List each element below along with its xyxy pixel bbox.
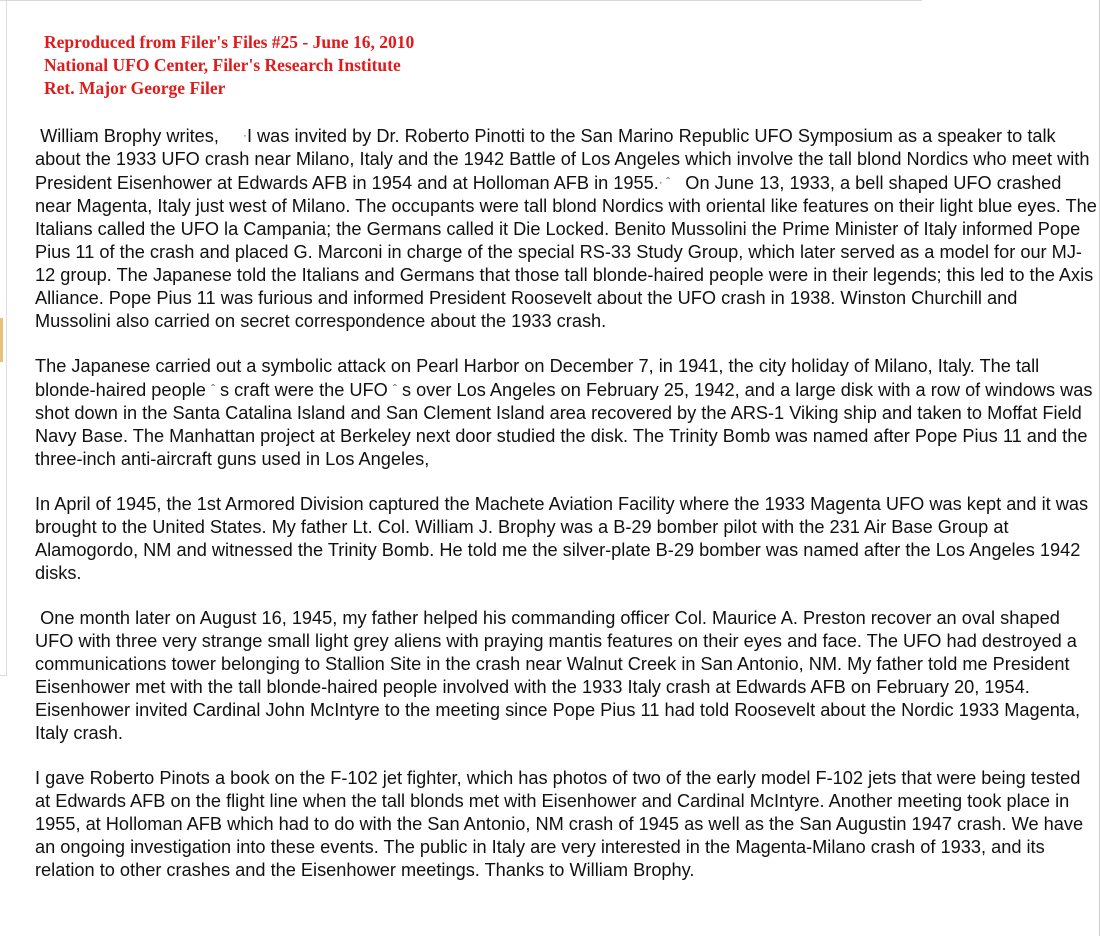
stray-glyph: ˆ	[210, 382, 215, 396]
stray-glyph: ˆ	[392, 382, 397, 396]
stray-glyph: · ˆ	[658, 175, 671, 189]
stray-glyph: ·	[242, 128, 247, 142]
top-border	[0, 0, 922, 3]
paragraph-1-text-b: On June 13, 1933, a bell shaped UFO crashed near Magenta, Italy just west of Milano. The occupants were tall blond Nordics with oriental like features on their light blue eyes. The Italians called the UFO la Campania; the Germans called it Die Locked. Benito Mussolini the Prime Minister of Italy informed Pope Pius 11 of the crash and placed G. Marconi in charge of the special RS-33 Study Group, which later served as a model for our MJ-12 group. The Japanese told the Italians and Germans that those tall blonde-haired people were in their legends; this led to the Axis Alliance. Pope Pius 11 was furious and informed President Roosevelt about the UFO crash in 1938. Winston Churchill and Mussolini also carried on secret correspondence about the 1933 crash.	[35, 173, 1097, 331]
paragraph-4	[35, 607, 1097, 745]
paragraph-1-intro: William Brophy writes,	[40, 126, 219, 146]
left-edge-mark	[0, 318, 3, 362]
paragraph-2-text-a: The Japanese carried out a symbolic attack on Pearl Harbor on December 7, in 1941, the city holiday of Milano, Italy. The tall blonde-haired people	[35, 356, 1040, 400]
header-line-author: Ret. Major George Filer	[44, 78, 226, 98]
paragraph-4-text: One month later on August 16, 1945, my father helped his commanding officer Col. Maurice A. Preston recover an oval shaped UFO with three very strange small light grey aliens with praying mantis features on their eyes and face. The UFO had destroyed a communications tower belonging to Stallion Site in the crash near Walnut Creek in San Antonio, NM. My father told me President Eisenhower met with the tall blonde-haired people involved with the 1933 Italy crash at Edwards AFB on February 20, 1954. Eisenhower invited Cardinal John McIntyre to the meeting since Pope Pius 11 had told Roosevelt about the Nordic 1933 Magenta, Italy crash.	[35, 608, 1081, 743]
paragraph-3: In April of 1945, the 1st Armored Division captured the Machete Aviation Facility where the 1933 Magenta UFO was kept and it was brought to the United States. My father Lt. Col. William J. Brophy was a B-29 bomber pilot with the 231 Air Base Group at Alamogordo, NM and witnessed the Trinity Bomb. He told me the silver-plate B-29 bomber was named after the Los Angeles 1942 disks.	[35, 494, 1089, 583]
header-line-organization: National UFO Center, Filer's Research Institute	[44, 55, 401, 75]
paragraph-5: I gave Roberto Pinots a book on the F-102 jet fighter, which has photos of two of the early model F-102 jets that were being tested at Edwards AFB on the flight line when the tall blonds met with Eisenhower and Cardinal McIntyre. Another meeting took place in 1955, at Holloman AFB which had to do with the San Antonio, NM crash of 1945 as well as the San Augustin 1947 crash. We have an ongoing investigation into these events. The public in Italy are very interested in the Magenta-Milano crash of 1933, and its relation to other crashes and the Eisenhower meetings. Thanks to William Brophy.	[35, 768, 1084, 880]
header-line-source: Reproduced from Filer's Files #25 - June 16, 2010	[44, 32, 415, 52]
paragraph-1	[35, 124, 1097, 333]
paragraph-2	[35, 355, 1097, 471]
paragraph-1-text-a: I was invited by Dr. Roberto Pinotti to the San Marino Republic UFO Symposium as a speaker to talk about the 1933 UFO crash near Milano, Italy and the 1942 Battle of Los Angeles which involve the tall blond Nordics who meet with President Eisenhower at Edwards AFB in 1954 and at Holloman AFB in 1955.	[35, 126, 1090, 193]
paragraph-2-text-c: s over Los Angeles on February 25, 1942, and a large disk with a row of windows was shot down in the Santa Catalina Island and San Clement Island area recovered by the ARS-1 Viking ship and taken to Moffat Field Navy Base. The Manhattan project at Berkeley next door studied the disk. The Trinity Bomb was named after Pope Pius 11 and the three-inch anti-aircraft guns used in Los Angeles,	[35, 380, 1093, 469]
paragraph-2-text-b: s craft were the UFO	[220, 380, 388, 400]
article-body	[35, 124, 1097, 904]
source-header	[44, 31, 414, 100]
